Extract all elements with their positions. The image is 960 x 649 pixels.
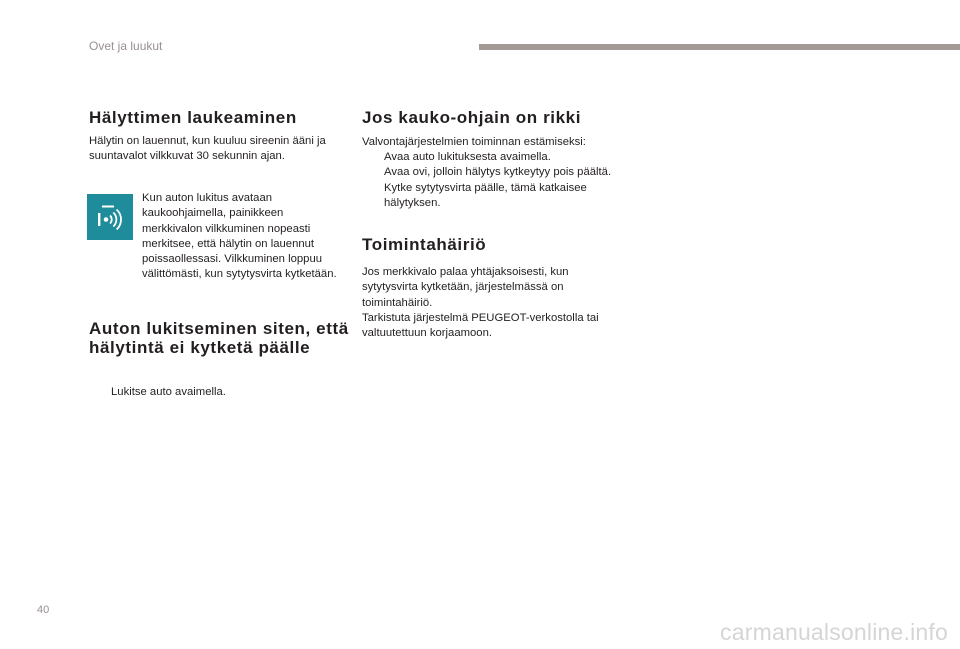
alarm-trigger-text: Hälytin on lauennut, kun kuuluu sireenin ääni ja suuntavalot vilkkuvat 30 sekunnin ajan. (89, 135, 326, 163)
list-item: Avaa ovi, jolloin hälytys kytkeytyy pois päältä. (384, 166, 612, 179)
page-number: 40 (37, 604, 50, 616)
lock-without-alarm-heading: Auton lukitseminen siten, että hälytintä ei kytketä päälle (89, 319, 349, 357)
list-item: Avaa auto lukituksesta avaimella. (384, 151, 551, 163)
list-item: Lukitse auto avaimella. (111, 386, 226, 398)
alarm-note-text: Kun auton lukitus avataan kaukoohjaimella, painikkeen merkkivalon vilkkuminen nopeasti merkitsee, että hälytin on lauennut poissaollessasi. Vilkkuminen loppuu välittömästi, kun sytytysvirta kytketään. (142, 192, 337, 281)
malfunction-text-2: Tarkistuta järjestelmä PEUGEOT-verkostolla tai valtuutettuun korjaamoon. (362, 311, 599, 340)
alarm-trigger-heading: Hälyttimen laukeaminen (89, 108, 297, 127)
lock-steps-list (89, 385, 351, 400)
malfunction-text (362, 265, 624, 341)
remote-steps-list (362, 150, 624, 211)
section-title: Ovet ja luukut (89, 39, 163, 53)
header-rule (479, 44, 960, 50)
watermark: carmanualsonline.info (720, 619, 948, 645)
malfunction-text-1: Jos merkkivalo palaa yhtäjaksoisesti, kun sytytysvirta kytketään, järjestelmässä on toimintahäiriö. (362, 266, 569, 309)
remote-broken-intro: Valvontajärjestelmien toiminnan estämiseksi: (362, 136, 586, 148)
malfunction-heading: Toimintahäiriö (362, 235, 487, 254)
alarm-indicator-icon (87, 194, 133, 240)
remote-broken-heading: Jos kauko-ohjain on rikki (362, 108, 582, 127)
list-item: Kytke sytytysvirta päälle, tämä katkaisee hälytyksen. (384, 181, 587, 209)
